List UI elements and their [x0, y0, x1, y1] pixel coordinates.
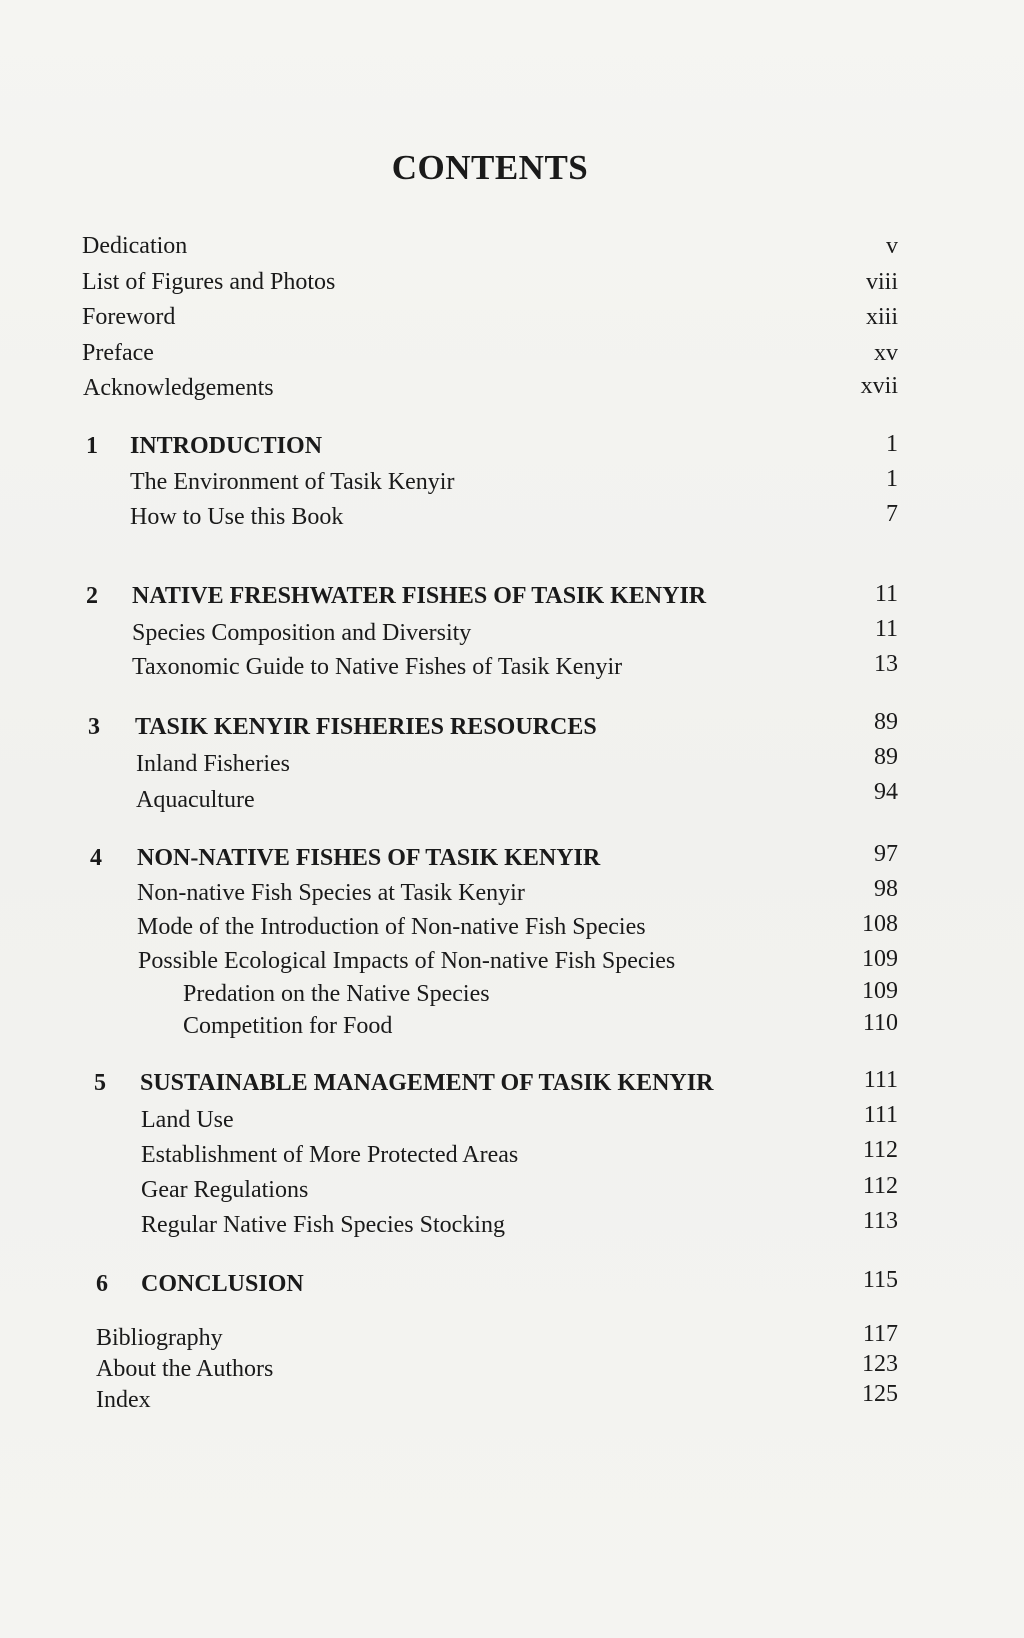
toc-page-number: viii [865, 269, 898, 295]
toc-page-number: 115 [862, 1267, 898, 1293]
toc-page-number: xvii [860, 373, 898, 399]
toc-page-number: 112 [862, 1137, 898, 1163]
toc-page-number: 1 [886, 466, 898, 492]
toc-page-number: xv [874, 340, 898, 366]
toc-page-number: 11 [874, 616, 898, 642]
toc-page-number: 113 [862, 1208, 898, 1234]
toc-page-number: 97 [874, 841, 898, 867]
toc-page-number: xiii [865, 304, 898, 330]
toc-page-number: 11 [874, 581, 898, 607]
toc-page-number: 123 [862, 1351, 898, 1377]
toc-page-number: 111 [863, 1067, 898, 1093]
page-title: CONTENTS [391, 148, 589, 187]
toc-page-number: 7 [886, 501, 898, 527]
toc-page-number: v [886, 233, 898, 259]
toc-page-number: 1 [886, 431, 898, 457]
toc-page-number: 109 [862, 978, 898, 1004]
toc-page-number: 109 [862, 946, 898, 972]
toc-page-number: 112 [862, 1173, 898, 1199]
toc-page-number: 125 [862, 1381, 898, 1407]
book-page: CONTENTS Dedication v List of Figures and Photos viii Foreword xiii Preface xv Acknowledgements xvii 1 INTRODUCTION 1 The Environment of Tasik Kenyir 1 How to Use this Book 7 2 NATIVE FRESHWATER FISHES OF TASIK KENYIR 11 Species Composition and Diversity 11 Taxonomic Guide to Native Fishes of Tasik Kenyir 13 3 TASIK KENYIR FISHERIES RESOURCES 89 Inland Fisheries 89 Aquaculture 94 4 NON-NATIVE FISHES OF TASIK KENYIR 97 Non-native Fish Species at Tasik Kenyir 98 Mode of the Introduction of Non-native Fish Species 108 Possible Ecological Impacts of Non-native Fish Species 109 Predation on the Native Species 109 Competition for Food 110 5 SUSTAINABLE MANAGEMENT OF TASIK KENYIR 111 Land Use 111 Establishment of More Protected Areas 112 Gear Regulations 112 Regular Native Fish Species Stocking 113 6 CONCLUSION 115 Bibliography 117 About the Authors 123 Index 125 [0, 0, 1024, 1638]
toc-page-number: 111 [863, 1102, 898, 1128]
toc-page-number: 110 [862, 1010, 898, 1036]
toc-page-number: 89 [874, 744, 898, 770]
toc-page-number: 117 [862, 1321, 898, 1347]
toc-page-number: 98 [874, 876, 898, 902]
toc-page-number: 94 [874, 779, 898, 805]
toc-page-number: 108 [862, 911, 898, 937]
toc-page-number: 89 [874, 709, 898, 735]
toc-page-number: 13 [874, 651, 898, 677]
